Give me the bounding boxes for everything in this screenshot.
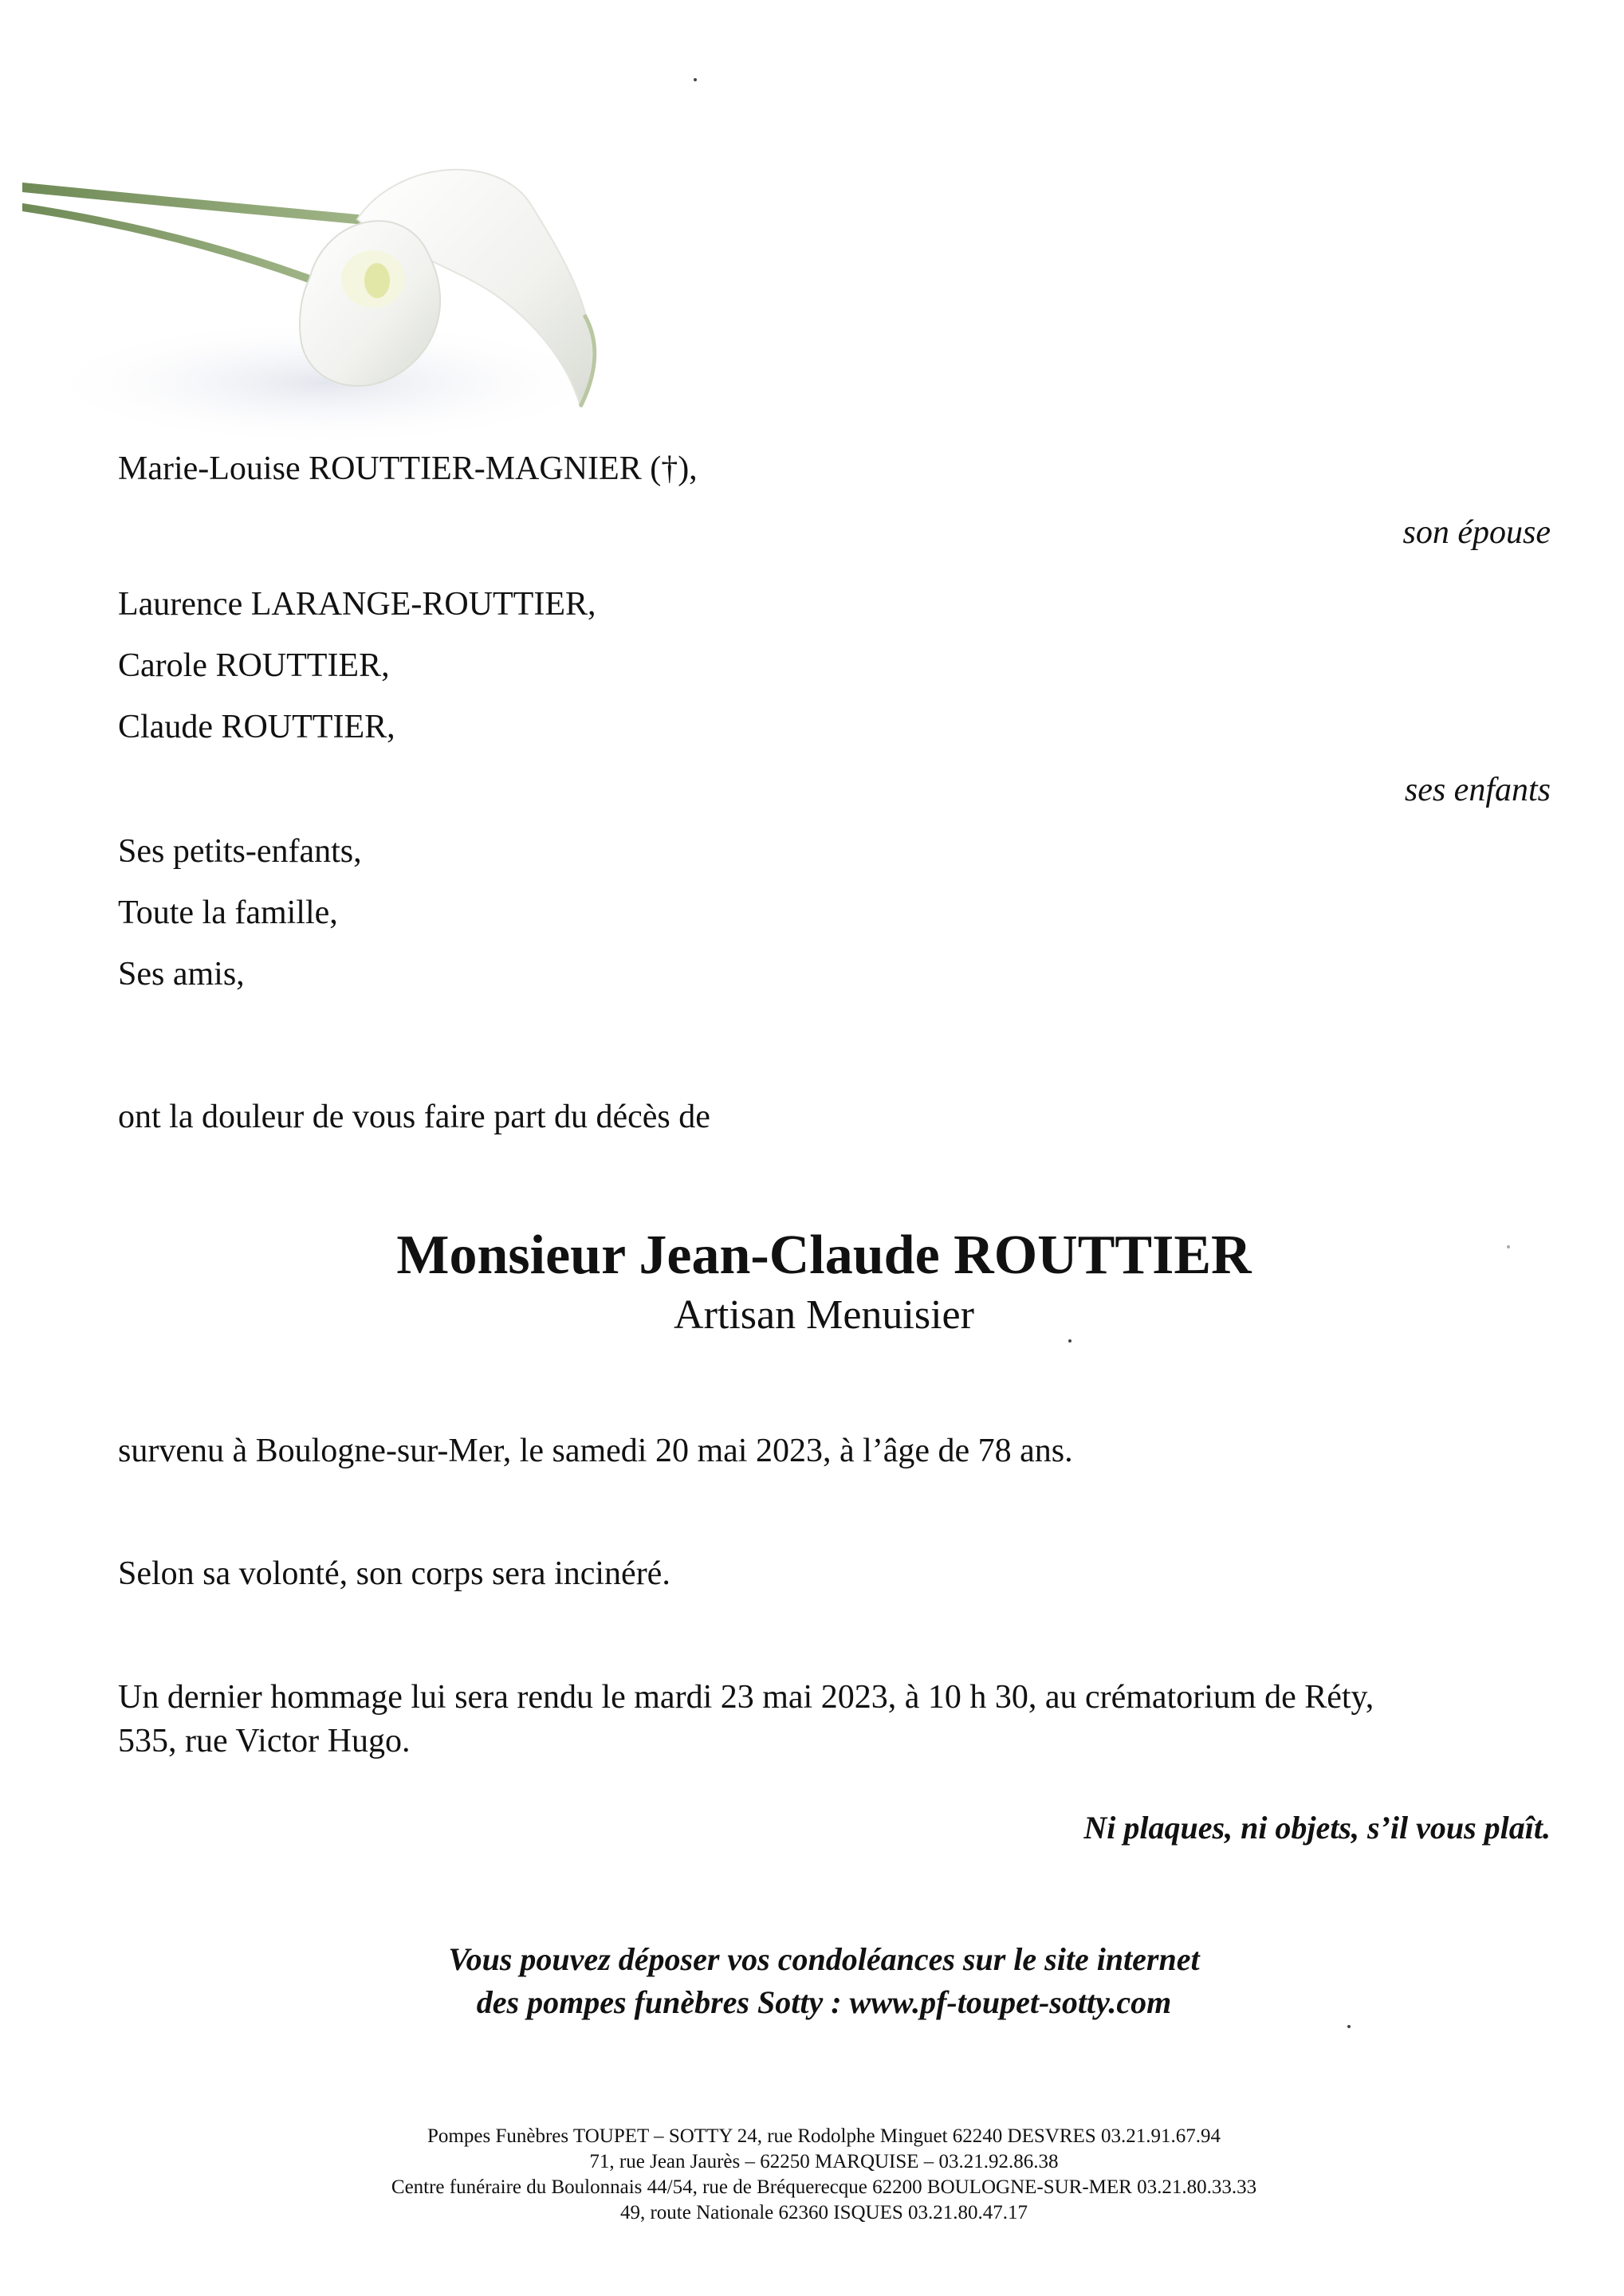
scan-speck: [1507, 1245, 1510, 1248]
cremation-wish: Selon sa volonté, son corps sera incinéré.: [118, 1555, 670, 1592]
footer-address: 49, route Nationale 62360 ISQUES 03.21.80.47.17: [619, 2202, 1028, 2223]
no-flowers-note: Ni plaques, ni objets, s’il vous plaît.: [1083, 1810, 1551, 1846]
footer-address: Centre funéraire du Boulonnais 44/54, rue de Bréquerecque 62200 BOULOGNE-SUR-MER 03.21.80.33.33: [391, 2176, 1257, 2198]
announcement-text: ont la douleur de vous faire part du décès de: [118, 1099, 710, 1135]
children-role: ses enfants: [1404, 772, 1551, 808]
deceased-name: Monsieur Jean-Claude ROUTTIER: [396, 1225, 1252, 1286]
child-name: Claude ROUTTIER,: [118, 709, 395, 745]
calla-lily-icon: [22, 144, 628, 446]
family-line: Ses amis,: [118, 956, 245, 993]
family-line: Ses petits-enfants,: [118, 833, 362, 870]
ceremony-details: Un dernier hommage lui sera rendu le mardi 23 mai 2023, à 10 h 30, au crématorium de Réty,: [118, 1679, 1374, 1716]
family-line: Toute la famille,: [118, 894, 338, 931]
child-name: Carole ROUTTIER,: [118, 647, 390, 684]
spouse-name: Marie-Louise ROUTTIER-MAGNIER (†),: [118, 450, 698, 487]
footer-address: Pompes Funèbres TOUPET – SOTTY 24, rue Rodolphe Minguet 62240 DESVRES 03.21.91.67.94: [427, 2125, 1221, 2147]
death-details: survenu à Boulogne-sur-Mer, le samedi 20 mai 2023, à l’âge de 78 ans.: [118, 1433, 1073, 1469]
condolences-line: Vous pouvez déposer vos condoléances sur le site internet: [448, 1941, 1200, 1977]
scan-speck: [1068, 1339, 1072, 1343]
ceremony-address: 535, rue Victor Hugo.: [118, 1723, 411, 1759]
scan-speck: [1347, 2025, 1351, 2028]
spouse-role: son épouse: [1402, 514, 1551, 551]
deceased-profession: Artisan Menuisier: [674, 1292, 974, 1338]
child-name: Laurence LARANGE-ROUTTIER,: [118, 586, 596, 623]
footer-address: 71, rue Jean Jaurès – 62250 MARQUISE – 03.21.92.86.38: [589, 2151, 1059, 2172]
scan-speck: [694, 78, 697, 81]
condolences-website: des pompes funèbres Sotty : www.pf-toupet-sotty.com: [476, 1984, 1172, 2020]
